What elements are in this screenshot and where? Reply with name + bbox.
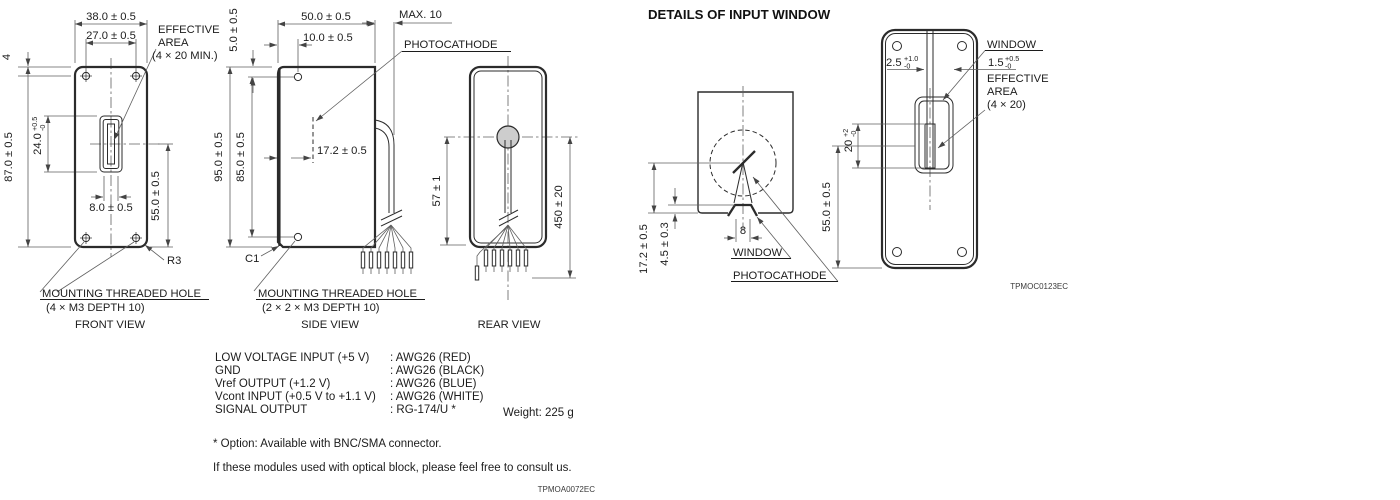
side-body-outline xyxy=(278,67,375,247)
window-cross-section xyxy=(728,205,757,216)
details-dim-photocathode: 17.2 ± 0.5 xyxy=(638,224,650,274)
svg-text:+1.0: +1.0 xyxy=(904,54,919,63)
side-dim-hole-front: 10.0 ± 0.5 xyxy=(303,32,353,44)
side-hole-bottom xyxy=(294,233,301,240)
side-cable-bundle xyxy=(361,120,412,274)
svg-text:+0.5: +0.5 xyxy=(30,116,39,131)
front-view-drawing xyxy=(1,11,220,331)
doc-code-details: TPMOC0123EC xyxy=(1010,282,1068,291)
details-effective-line3: (4 × 20) xyxy=(987,99,1026,111)
front-dim-width-holes: 27.0 ± 0.5 xyxy=(86,30,136,42)
details-window-frame xyxy=(915,97,953,173)
side-mount-note-line1: MOUNTING THREADED HOLE xyxy=(258,288,417,300)
svg-text:2.5: 2.5 xyxy=(886,57,902,69)
details-dim-left xyxy=(886,54,918,71)
side-hole-top xyxy=(294,73,301,80)
front-dim-window-height xyxy=(30,117,47,155)
side-mount-note-line2: (2 × 2 × M3 DEPTH 10) xyxy=(262,302,380,314)
svg-text:-0: -0 xyxy=(1005,61,1012,71)
wiring-row-name: LOW VOLTAGE INPUT (+5 V) xyxy=(215,352,370,364)
details-window-label-2: WINDOW xyxy=(987,39,1037,51)
rear-view-drawing xyxy=(431,56,578,331)
details-dim-center-bottom: 55.0 ± 0.5 xyxy=(821,182,833,232)
wiring-row-name: Vcont INPUT (+0.5 V to +1.1 V) xyxy=(215,391,376,403)
svg-text:1.5: 1.5 xyxy=(988,57,1004,69)
wiring-row-name: Vref OUTPUT (+1.2 V) xyxy=(215,378,331,390)
svg-text:-0: -0 xyxy=(38,124,47,131)
details-dim-window: 4.5 ± 0.3 xyxy=(659,222,671,266)
front-dim-center-bottom: 55.0 ± 0.5 xyxy=(150,171,162,221)
details-window-label: WINDOW xyxy=(733,247,783,259)
front-dim-window-width: 8.0 ± 0.5 xyxy=(89,202,133,214)
details-effective-line2: AREA xyxy=(987,86,1018,98)
front-mount-note-line2: (4 × M3 DEPTH 10) xyxy=(46,302,145,314)
side-chamfer-label: C1 xyxy=(245,253,260,265)
option-note: * Option: Available with BNC/SMA connector. xyxy=(213,438,442,450)
wiring-row-value: : AWG26 (RED) xyxy=(390,352,471,364)
svg-text:-0: -0 xyxy=(849,130,858,137)
wiring-row-value: : AWG26 (WHITE) xyxy=(390,391,484,403)
details-photocathode-label: PHOTOCATHODE xyxy=(733,270,827,282)
front-dim-hole-top: 4 xyxy=(1,53,13,61)
details-front-drawing xyxy=(821,30,1049,268)
side-view-caption: SIDE VIEW xyxy=(301,319,359,331)
details-effective-line1: EFFECTIVE xyxy=(987,73,1049,85)
svg-text:24.0: 24.0 xyxy=(32,133,44,155)
side-dim-height: 95.0 ± 0.5 xyxy=(213,132,225,182)
front-dim-height: 87.0 ± 0.5 xyxy=(3,132,15,182)
wiring-row-name: GND xyxy=(215,365,241,377)
rear-dim-exit: 57 ± 1 xyxy=(431,175,443,207)
side-dim-holes: 85.0 ± 0.5 xyxy=(235,132,247,182)
wiring-row-value: : AWG26 (BLACK) xyxy=(390,365,485,377)
rear-cable-exit xyxy=(497,126,519,148)
details-dim-window-width: 8 xyxy=(739,225,747,237)
details-cross-section xyxy=(638,86,838,282)
rear-view-caption: REAR VIEW xyxy=(477,319,541,331)
svg-text:-0: -0 xyxy=(904,61,911,71)
side-view-drawing xyxy=(213,8,511,331)
side-dim-hole-top: 5.0 ± 0.5 xyxy=(228,8,240,52)
side-dim-depth: 50.0 ± 0.5 xyxy=(301,11,351,23)
front-effective-area-line3: (4 × 20 MIN.) xyxy=(152,50,218,62)
rear-cable-bundle xyxy=(475,140,527,280)
rear-dim-cable-length: 450 ± 20 xyxy=(553,185,565,229)
svg-text:+0.5: +0.5 xyxy=(1005,54,1020,63)
side-dim-photocathode-depth: 17.2 ± 0.5 xyxy=(317,145,367,157)
weight-label: Weight: 225 g xyxy=(503,407,574,419)
wiring-row-name: SIGNAL OUTPUT xyxy=(215,404,308,416)
wiring-legend xyxy=(213,352,595,494)
front-effective-area-line2: AREA xyxy=(158,37,189,49)
details-dim-ea-height xyxy=(841,129,858,152)
consult-note: If these modules used with optical block, please feel free to consult us. xyxy=(213,462,572,474)
front-mount-note-line1: MOUNTING THREADED HOLE xyxy=(42,288,201,300)
svg-text:+2: +2 xyxy=(841,128,850,137)
side-photocathode-label: PHOTOCATHODE xyxy=(404,39,498,51)
details-dim-right xyxy=(988,54,1019,71)
front-effective-area-line1: EFFECTIVE xyxy=(158,24,220,36)
mirror xyxy=(733,151,755,173)
details-section xyxy=(638,7,1068,291)
svg-text:20: 20 xyxy=(843,139,855,153)
details-title: DETAILS OF INPUT WINDOW xyxy=(648,7,831,22)
front-dim-width-outer: 38.0 ± 0.5 xyxy=(86,11,136,23)
front-corner-radius-label: R3 xyxy=(167,255,182,267)
wiring-row-value: : AWG26 (BLUE) xyxy=(390,378,477,390)
side-dim-cable-max: MAX. 10 xyxy=(399,9,442,21)
wiring-row-value: : RG-174/U * xyxy=(390,404,456,416)
front-view-caption: FRONT VIEW xyxy=(74,319,146,331)
doc-code-main: TPMOA0072EC xyxy=(537,485,595,494)
